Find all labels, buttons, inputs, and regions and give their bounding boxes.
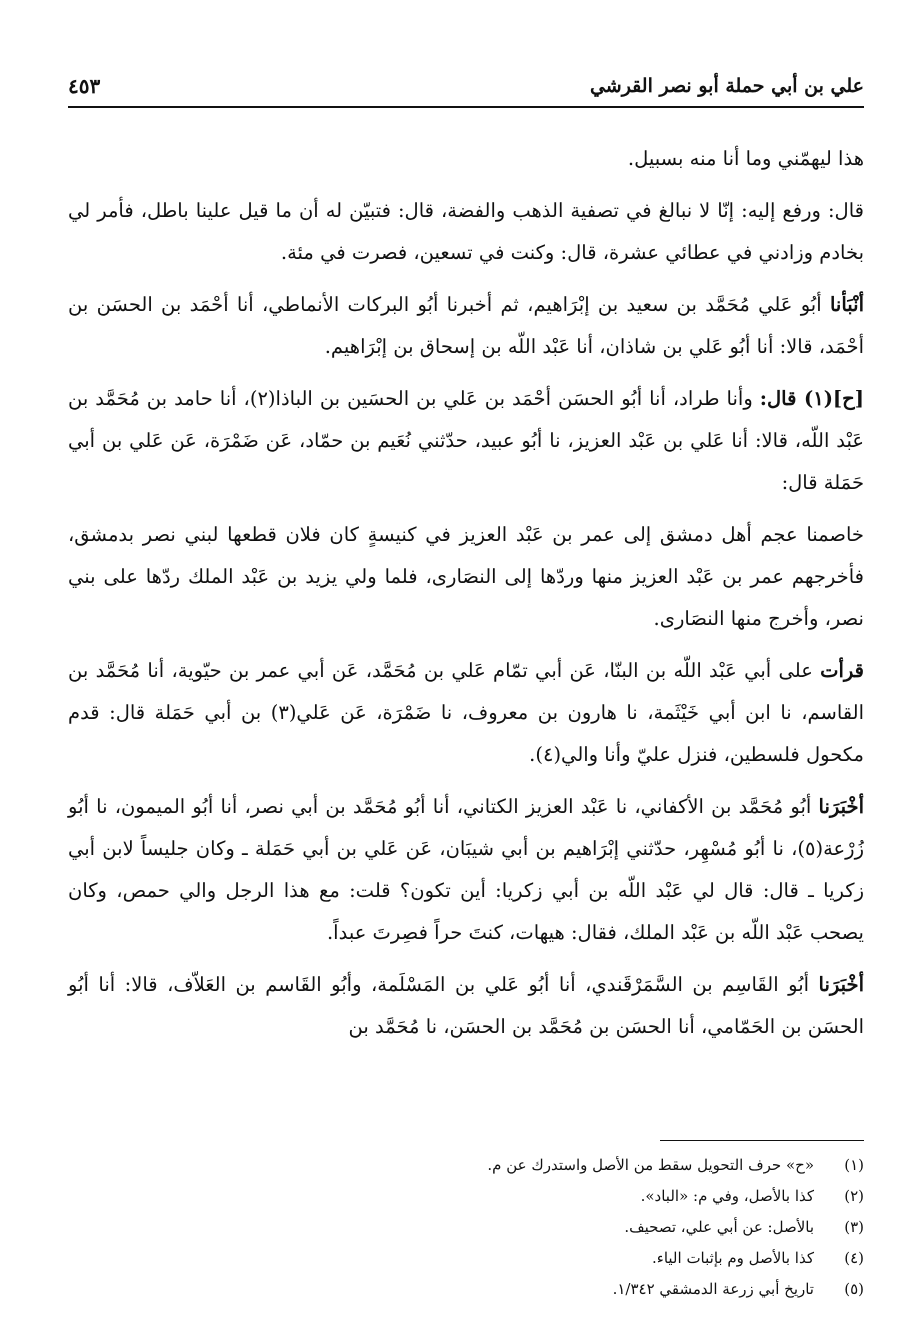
running-header [68,66,864,108]
paragraph-lead: قرأت [820,659,864,682]
paragraph-text: هذا ليهمّني وما أنا منه بسبيل. [627,147,864,170]
paragraph [68,964,864,1048]
header-title: علي بن أبي حملة أبو نصر القرشي [589,75,864,97]
footnote-separator [660,1140,864,1141]
footnote [68,1212,864,1243]
paragraph-lead: [ح](١) قال: [759,387,864,410]
footnote-number: (٤) [844,1249,864,1267]
paragraph-text: على أبي عَبْد اللّه بن البنّا، عَن أبي تمّام عَلي بن مُحَمَّد، عَن أبي عمر بن حيّوية، أنا مُحَمَّد بن القاسم، نا ابن أبي خَيْثَمة، نا هارون بن معروف، نا ضَمْرَة، عَن عَلي(٣) بن أبي حَمَلة قال: قدم مكحول فلسطين، فنزل عليّ وأنا والي(٤). [68,659,864,766]
footnote-text: كذا بالأصل، وفي م: «الباد». [640,1187,814,1205]
paragraph-lead: أخْبَرَنا [818,973,864,996]
paragraph-text: خاصمنا عجم أهل دمشق إلى عمر بن عَبْد العزيز في كنيسةٍ كان فلان قطعها لبني نصر بدمشق، فأخرجهم عمر بن عَبْد العزيز منها وردّها إلى النصَارى، فلما ولي يزيد بن عَبْد الملك ردّها على بني نصر، وأخرج منها النصَارى. [68,523,864,630]
footnote-text: «ح» حرف التحويل سقط من الأصل واستدرك عن م. [487,1156,814,1174]
paragraph-lead: أنْبَأنا [829,293,864,316]
footnote [68,1150,864,1181]
paragraph [68,190,864,274]
footnote-number: (٣) [844,1218,864,1236]
footnote [68,1274,864,1305]
paragraph [68,378,864,504]
paragraph-lead: أخْبَرَنا [818,795,864,818]
paragraph [68,650,864,776]
paragraph [68,514,864,640]
footnote-text: بالأصل: عن أبي علي، تصحيف. [624,1218,814,1236]
footnote-text: تاريخ أبي زرعة الدمشقي ١/٣٤٢. [612,1280,814,1298]
paragraph [68,284,864,368]
footnote-number: (٥) [844,1280,864,1298]
footnote-text: كذا بالأصل وم بإثبات الياء. [652,1249,814,1267]
paragraph-text: أبُو مُحَمَّد بن الأكفاني، نا عَبْد العزيز الكتاني، أنا أبُو مُحَمَّد بن أبي نصر، أنا أبُو الميمون، نا أبُو زُرْعة(٥)، نا أبُو مُسْهِر، حدّثني إبْرَاهيم بن أبي شيبَان، عَن عَلي بن أبي حَمَلة ـ وكان جليساً لابن أبي زكريا ـ قال: قال لي عَبْد اللّه بن أبي زكريا: أين تكون؟ قلت: مع هذا الرجل والي حمص، وكان يصحب عَبْد اللّه بن عَبْد الملك، فقال: هيهات، كنتَ حراً فصِرتَ عبداً. [68,795,864,944]
paragraph [68,786,864,954]
page-number: ٤٥٣ [68,74,101,98]
main-text [68,138,864,1058]
footnote-number: (١) [844,1156,864,1174]
paragraph [68,138,864,180]
paragraph-text: قال: ورفع إليه: إنّا لا نبالغ في تصفية الذهب والفضة، قال: فتبيّن له أن ما قيل علينا باطل، فأمر لي بخادم وزادني في عطائي عشرة، قال: وكنت في تسعين، فصرت في مئة. [68,199,864,264]
paragraph-text: وأنا طراد، أنا أبُو الحسَن أحْمَد بن عَلي بن الحسَين بن الباذا(٢)، أنا حامد بن مُحَمَّد بن عَبْد اللّه، قالا: أنا عَلي بن عَبْد العزيز، نا أبُو عبيد، حدّثني نُعَيم بن حمّاد، عَن ضَمْرَة، عَن عَلي بن أبي حَمَلة قال: [68,387,864,494]
footnote [68,1181,864,1212]
footnote-number: (٢) [844,1187,864,1205]
footnotes [68,1150,864,1305]
footnote [68,1243,864,1274]
paragraph-text: أبُو عَلي مُحَمَّد بن سعيد بن إبْرَاهيم، ثم أخبرنا أبُو البركات الأنماطي، أنا أحْمَد بن الحسَن بن أحْمَد، قالا: أنا أبُو عَلي بن شاذان، أنا عَبْد اللّه بن إسحاق بن إبْرَاهيم. [68,293,864,358]
paragraph-text: أبُو القَاسِم بن السَّمَرْقَندي، أنا أبُو عَلي بن المَسْلَمة، وأبُو القَاسم بن العَلاّف، قالا: أنا أبُو الحسَن بن الحَمّامي، أنا الحسَن بن مُحَمَّد بن الحسَن، نا مُحَمَّد بن [68,973,864,1038]
